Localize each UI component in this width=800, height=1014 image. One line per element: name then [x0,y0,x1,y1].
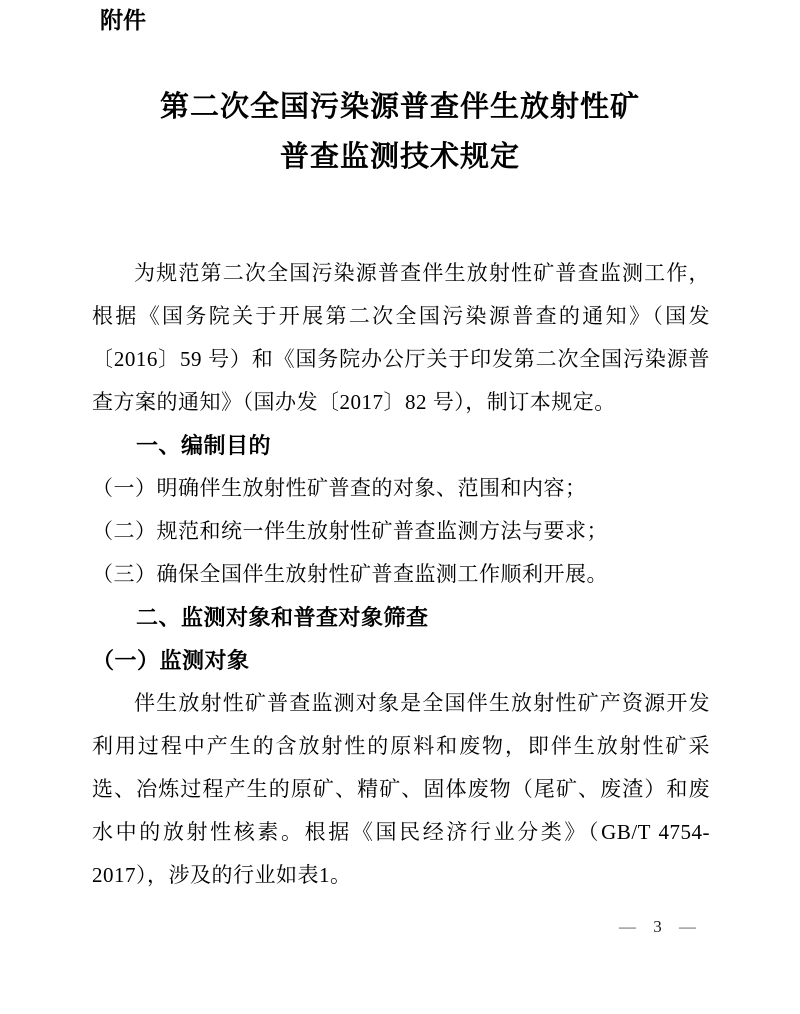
document-title-line2: 普查监测技术规定 [279,141,520,173]
page-footer [619,915,696,939]
document-title [0,82,800,182]
section-2-paragraph: 伴生放射性矿普查监测对象是全国伴生放射性矿产资源开发利用过程中产生的含放射性的原料和废物，即伴生放射性矿采选、冶炼过程产生的原矿、精矿、固体废物（尾矿、废渣）和废水中的放射性核素。根据《国民经济行业分类》（GB/T 4754-2017），涉及的行业如表1。 [92,691,710,887]
section-2-heading: 二、监测对象和普查对象筛查 [136,605,429,630]
attachment-label: 附件 [100,7,146,33]
section-1-item-1: （一）明确伴生放射性矿普查的对象、范围和内容； [92,476,587,500]
intro-paragraph: 为规范第二次全国污染源普查伴生放射性矿普查监测工作，根据《国务院关于开展第二次全国污染源普查的通知》（国发〔2016〕59 号）和《国务院办公厅关于印发第二次全国污染源普查方案的通知》（国办发〔2017〕82 号），制订本规定。 [92,261,710,414]
footer-right-dash: — [679,917,696,936]
section-1-item-2: （二）规范和统一伴生放射性矿普查监测方法与要求； [92,519,608,543]
page-number: 3 [653,917,662,936]
document-title-line1: 第二次全国污染源普查伴生放射性矿 [159,91,640,123]
section-1-heading: 一、编制目的 [136,433,272,458]
document-body [92,252,710,897]
footer-left-dash: — [619,917,636,936]
section-2-subheading: （一）监测对象 [92,648,250,673]
section-1-item-3: （三）确保全国伴生放射性矿普查监测工作顺利开展。 [92,562,608,586]
